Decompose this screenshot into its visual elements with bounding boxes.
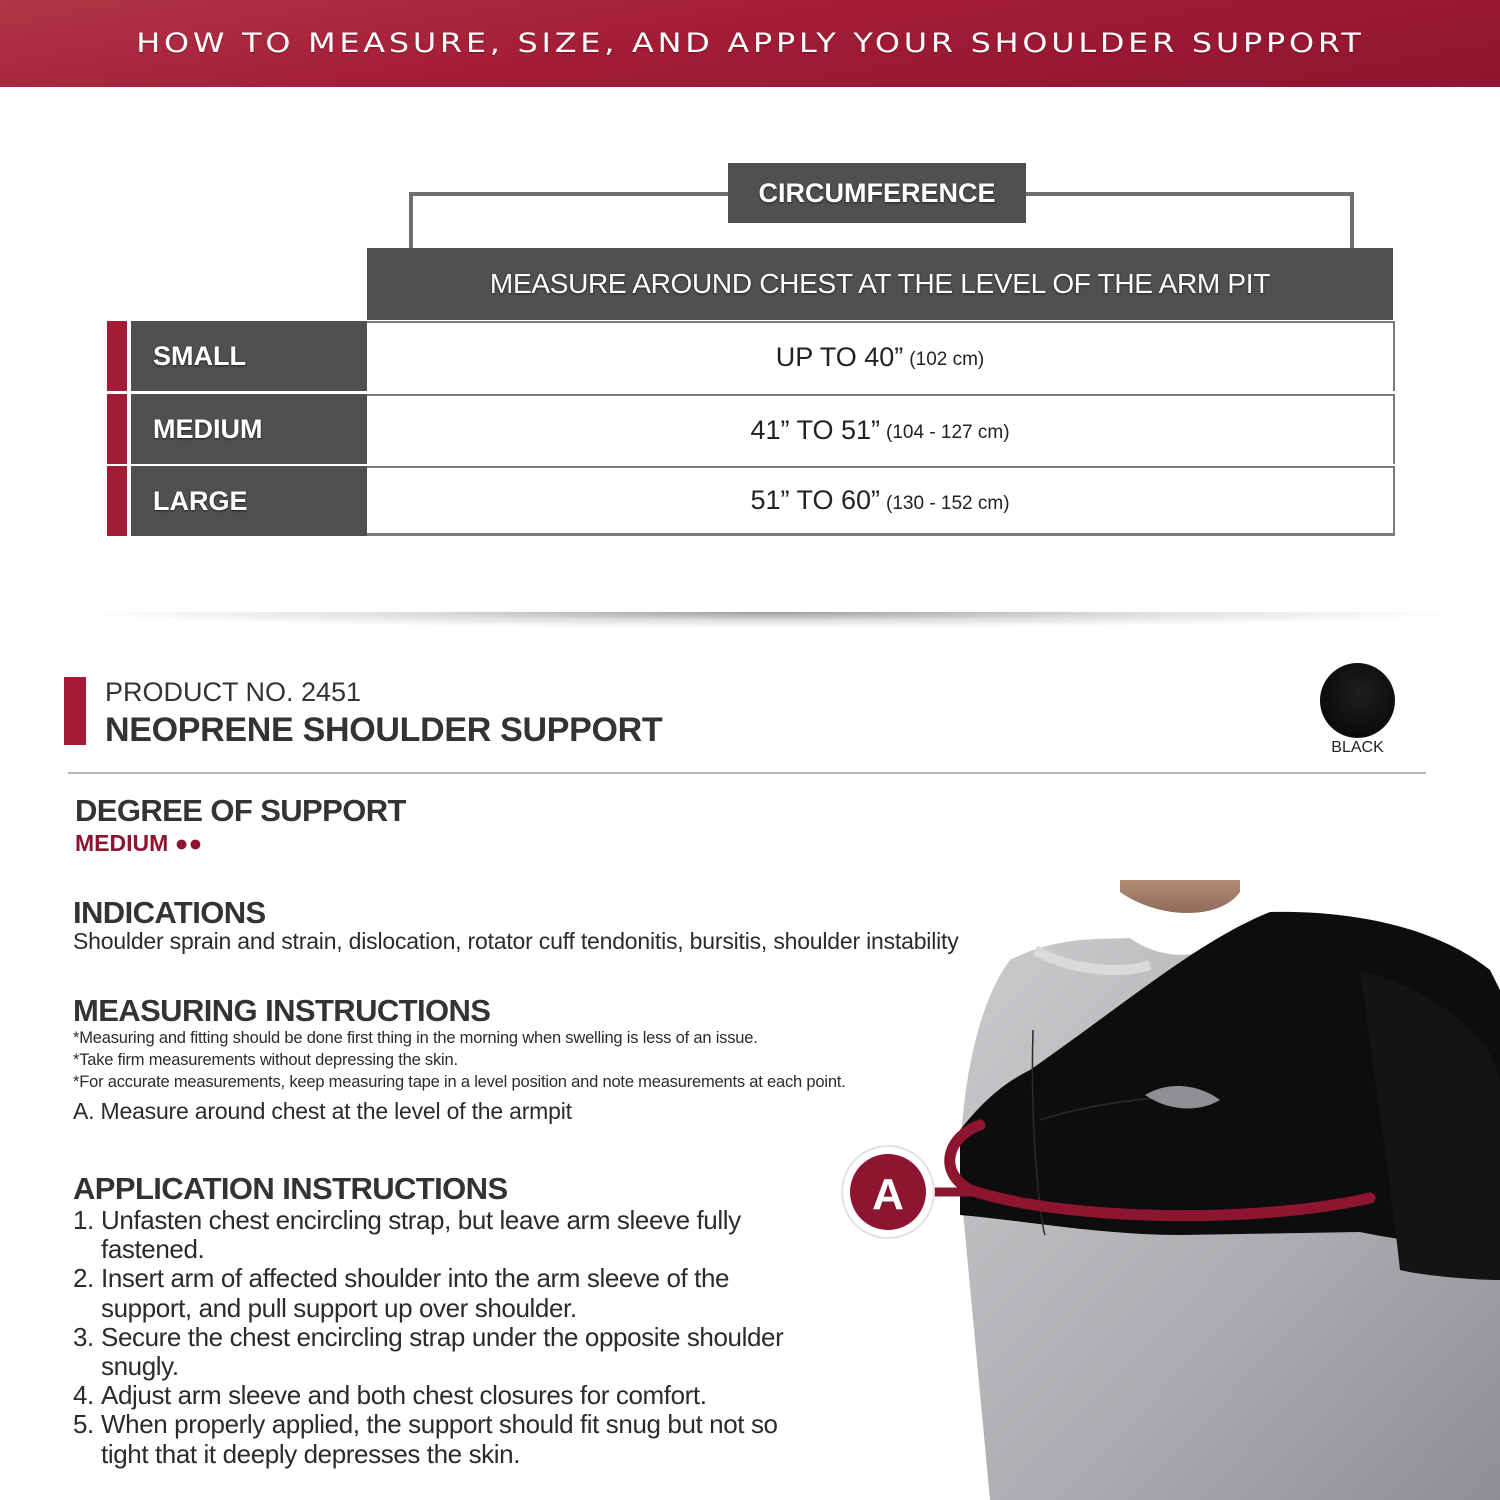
size-imperial: UP TO 40” (775, 341, 904, 372)
application-step: 3. Secure the chest encircling strap under the opposite shoulder snugly. (73, 1321, 784, 1382)
application-step: 5. When properly applied, the support should fit snug but not so tight that it deeply depresses the skin. (73, 1409, 778, 1469)
person-wearing-support-image (800, 880, 1500, 1500)
size-label: MEDIUM (131, 394, 367, 464)
measure-column-header: MEASURE AROUND CHEST AT THE LEVEL OF THE ARM PIT (367, 248, 1393, 320)
degree-value: MEDIUM ●● (75, 830, 203, 856)
product-number: PRODUCT NO. 2451 (105, 677, 362, 707)
color-swatch-label: BLACK (1331, 739, 1384, 756)
svg-text:A: A (872, 1170, 904, 1219)
section-divider-shadow (70, 612, 1470, 628)
circumference-label: CIRCUMFERENCE (728, 163, 1026, 223)
product-name: NEOPRENE SHOULDER SUPPORT (105, 711, 663, 749)
measuring-step-a: A. Measure around chest at the level of the armpit (73, 1098, 572, 1124)
size-measurement (367, 394, 1395, 464)
measuring-heading: MEASURING INSTRUCTIONS (73, 993, 491, 1028)
measuring-note: *Take firm measurements without depressing the skin. (73, 1051, 458, 1069)
color-swatch-black (1320, 663, 1395, 738)
size-label: SMALL (131, 321, 367, 391)
measuring-note: *Measuring and fitting should be done first thing in the morning when swelling is less of an issue. (73, 1029, 758, 1047)
size-row-large (107, 466, 1395, 536)
header-banner (0, 0, 1500, 87)
size-accent-bar (107, 466, 127, 536)
size-imperial: 51” TO 60” (750, 485, 881, 515)
size-accent-bar (107, 321, 127, 391)
indications-text: Shoulder sprain and strain, dislocation, rotator cuff tendonitis, bursitis, shoulder instability (73, 928, 959, 954)
product-illustration (800, 880, 1500, 1500)
size-row-small (107, 321, 1395, 391)
degree-heading: DEGREE OF SUPPORT (75, 793, 406, 828)
marker-a-icon (842, 1146, 934, 1238)
application-steps (73, 1206, 813, 1469)
product-accent-bar (64, 677, 86, 745)
application-heading: APPLICATION INSTRUCTIONS (73, 1171, 508, 1206)
size-measurement (367, 321, 1395, 391)
product-divider (68, 772, 1426, 774)
application-step: 2. Insert arm of affected shoulder into the arm sleeve of the support, and pull support up over shoulder. (73, 1263, 730, 1323)
application-step: 4. Adjust arm sleeve and both chest closures for comfort. (73, 1380, 707, 1411)
size-measurement (367, 466, 1395, 536)
size-row-medium (107, 394, 1395, 464)
size-imperial: 41” TO 51” (750, 414, 881, 445)
size-accent-bar (107, 394, 127, 464)
indications-heading: INDICATIONS (73, 895, 266, 930)
application-step: 1. Unfasten chest encircling strap, but leave arm sleeve fully fastened. (73, 1205, 741, 1265)
size-label: LARGE (131, 466, 367, 536)
banner-title: HOW TO MEASURE, SIZE, AND APPLY YOUR SHOULDER SUPPORT (135, 28, 1365, 59)
size-metric: (104 - 127 cm) (886, 422, 1010, 443)
size-metric: (102 cm) (909, 349, 985, 370)
size-metric: (130 - 152 cm) (886, 492, 1010, 514)
measuring-note: *For accurate measurements, keep measuring tape in a level position and note measurements at each point. (73, 1073, 846, 1091)
